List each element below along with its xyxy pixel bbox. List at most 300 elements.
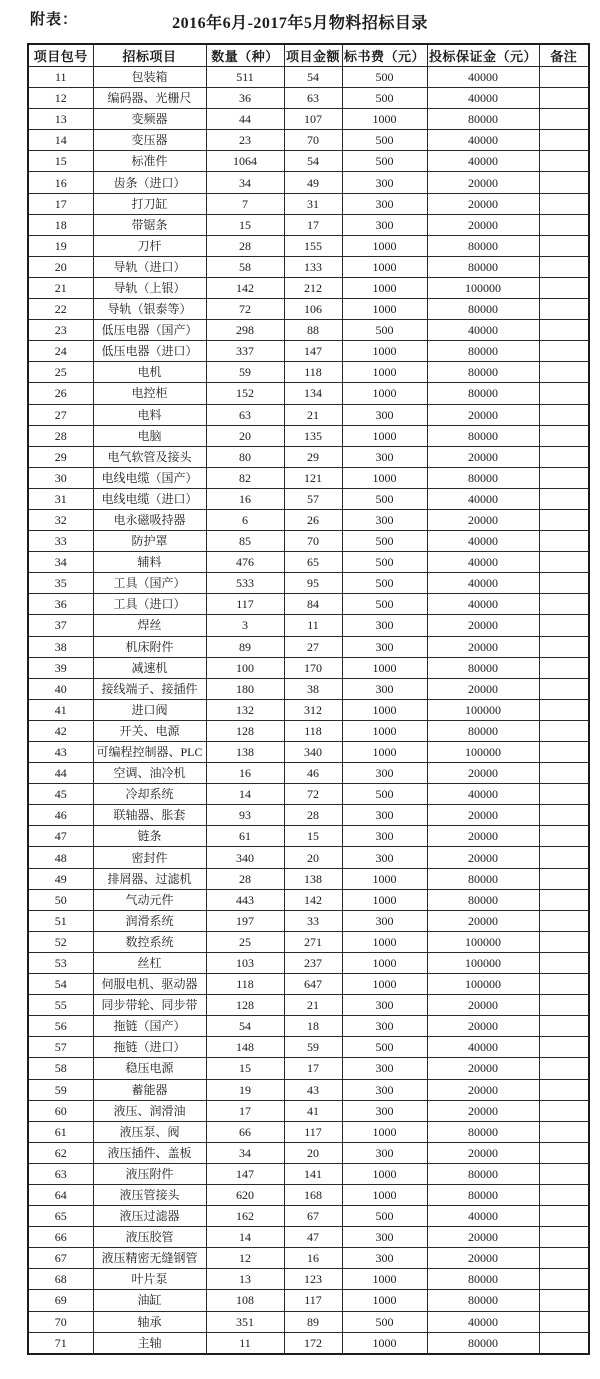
table-cell: 21 [284,404,342,425]
table-cell: 53 [28,952,93,973]
table-row [28,404,589,425]
table-cell [539,784,589,805]
table-cell: 117 [284,1121,342,1142]
table-cell: 进口阀 [93,699,206,720]
table-cell: 电料 [93,404,206,425]
table-cell: 20000 [427,1248,539,1269]
table-cell: 20000 [427,404,539,425]
table-cell: 133 [284,256,342,277]
table-cell: 57 [284,488,342,509]
table-cell: 低压电器（进口） [93,341,206,362]
table-row [28,678,589,699]
table-cell: 168 [284,1184,342,1205]
table-cell: 500 [342,531,427,552]
table-cell: 导轨（上银） [93,277,206,298]
table-cell [539,1016,589,1037]
table-cell: 电控柜 [93,383,206,404]
table-cell: 80 [206,446,284,467]
table-cell: 500 [342,552,427,573]
table-cell: 带锯条 [93,214,206,235]
table-row [28,784,589,805]
table-row [28,931,589,952]
table-cell: 95 [284,573,342,594]
table-cell: 11 [284,615,342,636]
table-cell [539,995,589,1016]
table-row [28,636,589,657]
bidding-catalog-table [27,43,590,1355]
table-cell: 80000 [427,657,539,678]
table-cell: 17 [28,193,93,214]
table-cell: 44 [28,763,93,784]
table-cell: 34 [206,172,284,193]
table-cell: 70 [284,130,342,151]
table-cell: 500 [342,594,427,615]
table-row [28,1163,589,1184]
table-cell [539,657,589,678]
table-cell: 1000 [342,109,427,130]
table-cell: 20 [284,847,342,868]
table-cell: 25 [206,931,284,952]
table-cell: 28 [284,805,342,826]
table-cell: 108 [206,1290,284,1311]
table-cell: 300 [342,1227,427,1248]
table-row [28,573,589,594]
column-header: 标书费（元） [342,44,427,67]
table-cell: 300 [342,446,427,467]
table-cell: 340 [284,742,342,763]
table-cell: 100 [206,657,284,678]
table-cell: 106 [284,299,342,320]
table-row [28,995,589,1016]
table-row [28,1079,589,1100]
table-cell: 500 [342,1037,427,1058]
table-cell: 62 [28,1142,93,1163]
table-cell: 焊丝 [93,615,206,636]
table-cell: 20000 [427,1227,539,1248]
table-cell: 1000 [342,1332,427,1354]
table-cell: 辅料 [93,552,206,573]
table-cell [539,341,589,362]
table-row [28,1037,589,1058]
table-cell: 51 [28,910,93,931]
table-cell: 密封件 [93,847,206,868]
table-cell [539,509,589,530]
table-cell: 300 [342,1248,427,1269]
table-cell: 49 [28,868,93,889]
table-cell: 17 [206,1100,284,1121]
table-cell: 80000 [427,1269,539,1290]
table-cell: 63 [284,88,342,109]
column-header: 项目包号 [28,44,93,67]
table-cell: 237 [284,952,342,973]
column-header: 投标保证金（元） [427,44,539,67]
table-cell: 20000 [427,509,539,530]
table-cell: 20000 [427,910,539,931]
table-cell: 20000 [427,995,539,1016]
table-row [28,1058,589,1079]
table-cell: 29 [28,446,93,467]
table-row [28,889,589,910]
table-cell: 机床附件 [93,636,206,657]
table-cell: 40000 [427,1037,539,1058]
table-cell: 43 [284,1079,342,1100]
table-cell: 59 [206,362,284,383]
table-cell [539,1184,589,1205]
page-title: 2016年6月-2017年5月物料招标目录 [172,15,428,32]
table-cell: 152 [206,383,284,404]
table-cell: 38 [284,678,342,699]
table-cell: 17 [284,214,342,235]
table-cell: 1000 [342,699,427,720]
table-cell: 82 [206,467,284,488]
table-cell: 23 [206,130,284,151]
table-cell: 48 [28,847,93,868]
table-cell: 47 [284,1227,342,1248]
table-cell: 85 [206,531,284,552]
table-cell: 63 [206,404,284,425]
table-cell: 117 [206,594,284,615]
table-cell [539,446,589,467]
table-row [28,1206,589,1227]
table-cell: 1000 [342,889,427,910]
table-cell: 300 [342,1100,427,1121]
table-cell: 同步带轮、同步带 [93,995,206,1016]
table-cell: 46 [28,805,93,826]
table-cell: 312 [284,699,342,720]
table-cell: 117 [284,1290,342,1311]
table-cell: 620 [206,1184,284,1205]
table-cell: 40000 [427,552,539,573]
table-cell: 44 [206,109,284,130]
table-cell: 20 [284,1142,342,1163]
table-cell: 1000 [342,425,427,446]
table-cell: 包装箱 [93,67,206,88]
table-cell: 22 [28,299,93,320]
column-header: 备注 [539,44,589,67]
table-cell: 40000 [427,573,539,594]
table-cell: 132 [206,699,284,720]
table-cell: 1000 [342,341,427,362]
table-cell [539,299,589,320]
table-cell: 20000 [427,446,539,467]
table-row [28,1100,589,1121]
table-cell: 19 [28,235,93,256]
table-cell: 71 [28,1332,93,1354]
table-cell: 70 [28,1311,93,1332]
table-cell: 300 [342,404,427,425]
table-cell: 37 [28,615,93,636]
table-cell: 液压附件 [93,1163,206,1184]
table-cell [539,256,589,277]
table-cell: 1000 [342,383,427,404]
table-cell: 40000 [427,67,539,88]
table-cell: 1000 [342,974,427,995]
table-cell: 142 [206,277,284,298]
table-cell: 1000 [342,742,427,763]
table-cell: 24 [28,341,93,362]
table-cell: 6 [206,509,284,530]
table-cell: 118 [284,362,342,383]
table-cell: 1000 [342,1184,427,1205]
table-cell: 工具（国产） [93,573,206,594]
table-cell [539,636,589,657]
table-cell: 伺服电机、驱动器 [93,974,206,995]
column-header: 招标项目 [93,44,206,67]
table-cell: 80000 [427,1121,539,1142]
table-cell [539,88,589,109]
table-cell: 14 [206,1227,284,1248]
table-cell: 63 [28,1163,93,1184]
table-cell: 1000 [342,1269,427,1290]
table-cell: 液压胶管 [93,1227,206,1248]
table-cell: 511 [206,67,284,88]
table-cell [539,847,589,868]
table-cell: 1000 [342,931,427,952]
table-cell: 43 [28,742,93,763]
table-cell: 118 [284,720,342,741]
table-cell: 13 [28,109,93,130]
table-cell: 80000 [427,1184,539,1205]
table-cell: 7 [206,193,284,214]
table-row [28,910,589,931]
table-row [28,763,589,784]
table-cell: 533 [206,573,284,594]
table-cell: 26 [284,509,342,530]
table-cell [539,362,589,383]
table-cell: 液压泵、阀 [93,1121,206,1142]
table-cell: 300 [342,615,427,636]
table-cell: 工具（进口） [93,594,206,615]
table-cell [539,172,589,193]
table-cell: 38 [28,636,93,657]
table-row [28,467,589,488]
table-cell: 40 [28,678,93,699]
table-row [28,657,589,678]
table-cell: 147 [206,1163,284,1184]
table-cell: 刀杆 [93,235,206,256]
table-cell: 16 [206,763,284,784]
table-cell: 300 [342,1058,427,1079]
table-cell: 链条 [93,826,206,847]
table-cell: 121 [284,467,342,488]
table-cell: 20000 [427,678,539,699]
table-cell: 1000 [342,720,427,741]
table-cell: 72 [206,299,284,320]
table-cell: 60 [28,1100,93,1121]
table-cell: 500 [342,1206,427,1227]
table-cell: 100000 [427,699,539,720]
table-cell: 可编程控制器、PLC [93,742,206,763]
table-cell: 80000 [427,1290,539,1311]
table-cell: 100000 [427,277,539,298]
table-cell: 40000 [427,531,539,552]
table-row [28,320,589,341]
table-cell: 147 [284,341,342,362]
table-cell: 52 [28,931,93,952]
table-row [28,151,589,172]
table-cell: 35 [28,573,93,594]
table-row [28,1269,589,1290]
table-cell: 271 [284,931,342,952]
table-cell: 68 [28,1269,93,1290]
table-cell: 80000 [427,235,539,256]
table-cell: 70 [284,531,342,552]
table-cell: 18 [28,214,93,235]
table-cell: 40000 [427,130,539,151]
table-cell: 14 [28,130,93,151]
table-row [28,383,589,404]
table-cell: 88 [284,320,342,341]
table-cell [539,151,589,172]
table-row [28,594,589,615]
table-cell [539,1227,589,1248]
table-cell: 变频器 [93,109,206,130]
table-cell: 润滑系统 [93,910,206,931]
table-cell: 电机 [93,362,206,383]
table-cell: 20000 [427,636,539,657]
table-cell: 500 [342,130,427,151]
table-cell: 80000 [427,1332,539,1354]
table-cell: 40000 [427,1311,539,1332]
table-cell [539,910,589,931]
table-cell: 20000 [427,193,539,214]
table-cell: 300 [342,1142,427,1163]
table-cell: 89 [206,636,284,657]
table-cell: 液压插件、盖板 [93,1142,206,1163]
table-cell: 300 [342,172,427,193]
table-cell: 排屑器、过滤机 [93,868,206,889]
table-cell: 叶片泵 [93,1269,206,1290]
table-cell [539,974,589,995]
column-header: 数量（种） [206,44,284,67]
table-cell [539,868,589,889]
table-row [28,256,589,277]
table-cell: 80000 [427,256,539,277]
table-cell: 69 [28,1290,93,1311]
table-cell: 300 [342,509,427,530]
table-cell: 180 [206,678,284,699]
table-cell: 导轨（银泰等） [93,299,206,320]
table-row [28,1311,589,1332]
table-cell: 40000 [427,88,539,109]
table-cell: 42 [28,720,93,741]
table-cell: 电气软管及接头 [93,446,206,467]
table-cell: 300 [342,805,427,826]
table-cell: 107 [284,109,342,130]
table-cell: 57 [28,1037,93,1058]
table-cell: 500 [342,320,427,341]
table-cell: 80000 [427,868,539,889]
table-row [28,172,589,193]
table-cell: 20000 [427,1016,539,1037]
table-cell: 500 [342,784,427,805]
table-row [28,720,589,741]
table-cell: 1064 [206,151,284,172]
table-cell: 300 [342,1016,427,1037]
table-cell: 液压精密无缝钢管 [93,1248,206,1269]
table-cell [539,1163,589,1184]
table-cell: 84 [284,594,342,615]
table-cell: 11 [206,1332,284,1354]
table-cell: 16 [28,172,93,193]
table-cell [539,763,589,784]
table-cell: 170 [284,657,342,678]
table-cell: 45 [28,784,93,805]
table-cell: 100000 [427,974,539,995]
table-cell: 15 [206,214,284,235]
table-cell: 电脑 [93,425,206,446]
table-cell: 16 [284,1248,342,1269]
table-cell: 300 [342,193,427,214]
table-cell [539,1142,589,1163]
table-cell: 340 [206,847,284,868]
table-cell: 80000 [427,341,539,362]
table-cell: 蓄能器 [93,1079,206,1100]
table-cell: 61 [206,826,284,847]
table-cell [539,678,589,699]
table-row [28,88,589,109]
table-cell: 31 [28,488,93,509]
table-cell [539,1269,589,1290]
table-cell: 丝杠 [93,952,206,973]
table-cell: 300 [342,910,427,931]
table-cell: 20000 [427,1142,539,1163]
table-row [28,1142,589,1163]
table-cell: 138 [206,742,284,763]
table-cell: 20000 [427,615,539,636]
table-cell: 197 [206,910,284,931]
table-cell: 标准件 [93,151,206,172]
table-cell: 12 [206,1248,284,1269]
table-row [28,67,589,88]
table-cell: 20 [206,425,284,446]
table-row [28,1121,589,1142]
table-cell: 40000 [427,320,539,341]
table-cell: 防护罩 [93,531,206,552]
table-cell: 40000 [427,488,539,509]
table-cell [539,488,589,509]
table-cell [539,1037,589,1058]
table-cell [539,720,589,741]
table-cell: 138 [284,868,342,889]
table-cell: 300 [342,995,427,1016]
table-cell: 118 [206,974,284,995]
table-cell [539,130,589,151]
table-cell: 46 [284,763,342,784]
table-cell: 59 [28,1079,93,1100]
table-cell [539,931,589,952]
table-cell: 26 [28,383,93,404]
table-cell: 337 [206,341,284,362]
table-cell [539,952,589,973]
table-cell: 54 [284,151,342,172]
table-cell: 212 [284,277,342,298]
table-cell: 15 [206,1058,284,1079]
table-cell: 89 [284,1311,342,1332]
table-cell: 155 [284,235,342,256]
table-row [28,531,589,552]
table-cell: 80000 [427,720,539,741]
table-cell: 轴承 [93,1311,206,1332]
table-cell: 21 [28,277,93,298]
table-row [28,193,589,214]
table-row [28,446,589,467]
table-cell: 647 [284,974,342,995]
table-cell: 93 [206,805,284,826]
document-header [0,0,600,40]
table-cell: 500 [342,1311,427,1332]
table-cell [539,1100,589,1121]
